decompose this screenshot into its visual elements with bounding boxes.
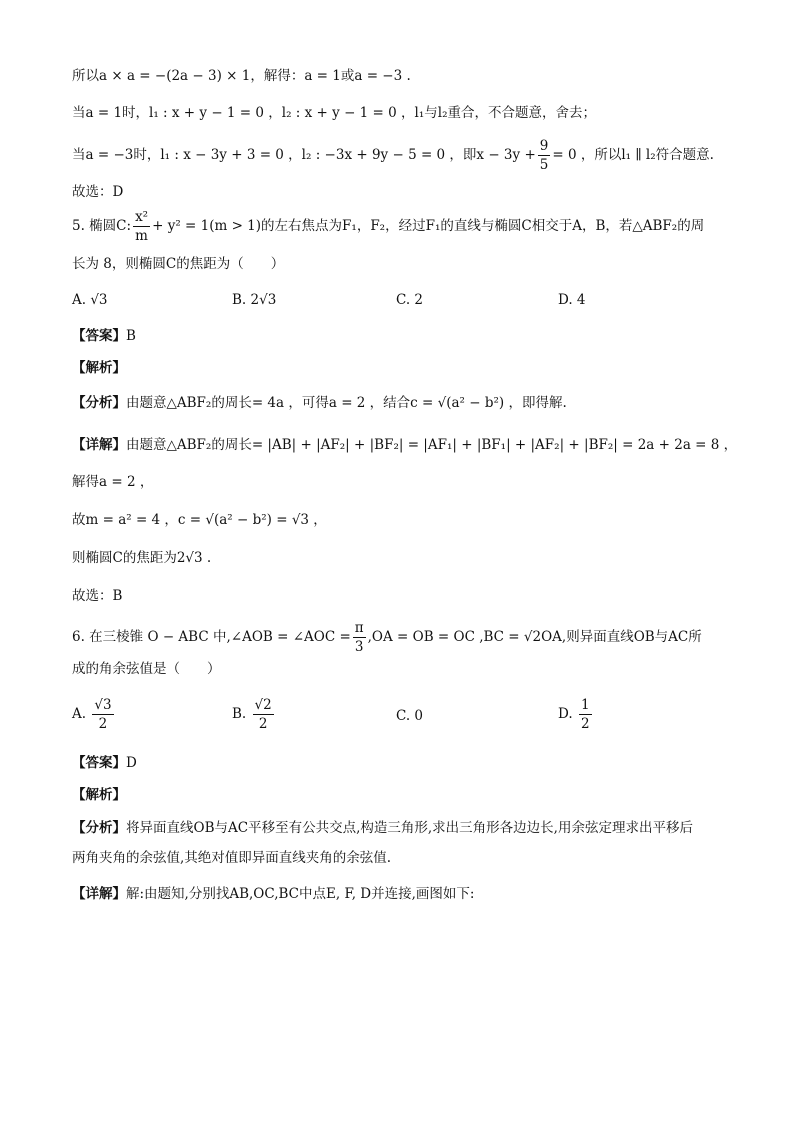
q5-xiangjie-line bbox=[72, 435, 738, 455]
q6-option-a-label: A. bbox=[72, 706, 87, 722]
fraction-numerator: 1 bbox=[580, 697, 590, 713]
q5-fenxi-text: 由题意△ABF₂的周长= 4a ，可得a = 2 ，结合c = √(a² − b²) ，即得解. bbox=[126, 395, 567, 411]
fraction-numerator: x² bbox=[135, 209, 149, 225]
fraction-numerator: √2 bbox=[254, 697, 272, 713]
fenxi-tag: 【分析】 bbox=[72, 820, 126, 836]
q5-option-c: C. 2 bbox=[396, 292, 424, 308]
q6-option-d-label: D. bbox=[558, 706, 573, 722]
prev-solution-line-3 bbox=[72, 136, 724, 174]
q6-option-d-fraction bbox=[579, 696, 592, 733]
prev-answer: 故选：D bbox=[72, 184, 124, 200]
q5-option-a: A. √3 bbox=[72, 292, 108, 308]
q6-option-a-fraction bbox=[92, 696, 113, 733]
answer-tag: 【答案】 bbox=[72, 328, 126, 344]
answer-tag: 【答案】 bbox=[72, 755, 126, 771]
q6-xiangjie-line bbox=[72, 884, 724, 904]
q6-option-b-label: B. bbox=[232, 706, 247, 722]
q6-stem-line-2: 成的角余弦值是（ ） bbox=[72, 661, 221, 677]
prev-line3-part-b: = 0 ，所以l₁ ∥ l₂符合题意. bbox=[552, 147, 714, 163]
q5-stem-part-a: 5. 椭圆C: bbox=[72, 218, 132, 234]
fraction-denominator: 2 bbox=[258, 716, 268, 732]
q6-stem-part-a: 6. 在三棱锥 O − ABC 中,∠AOB = ∠AOC = bbox=[72, 629, 351, 645]
analysis-tag: 【解析】 bbox=[72, 360, 126, 376]
q5-final-answer: 故选：B bbox=[72, 588, 123, 604]
q5-xiangjie-text: 由题意△ABF₂的周长= |AB| + |AF₂| + |BF₂| = |AF₁| + |BF₁| + |AF₂| + |BF₂| = 2a + 2a = 8 ， bbox=[126, 437, 738, 453]
q5-stem-line-1 bbox=[72, 207, 724, 245]
fraction-denominator: 5 bbox=[539, 157, 549, 173]
xiangjie-tag: 【详解】 bbox=[72, 437, 126, 453]
q6-analysis-title bbox=[72, 785, 724, 805]
fenxi-tag: 【分析】 bbox=[72, 395, 126, 411]
q5-analysis-title bbox=[72, 358, 724, 378]
q5-fenxi-line bbox=[72, 393, 724, 413]
q6-answer-line bbox=[72, 753, 724, 773]
q6-option-d bbox=[558, 696, 594, 733]
q6-option-c: C. 0 bbox=[396, 708, 424, 724]
fraction-x2-over-m bbox=[133, 208, 150, 245]
q6-fenxi-line-2: 两角夹角的余弦值,其绝对值即异面直线夹角的余弦值. bbox=[72, 850, 392, 866]
q5-step-1: 解得a = 2 ， bbox=[72, 474, 154, 490]
q5-stem-line-2: 长为 8，则椭圆C的焦距为（ ） bbox=[72, 256, 285, 272]
q5-option-d: D. 4 bbox=[558, 292, 586, 308]
q6-option-b bbox=[232, 696, 276, 733]
q6-stem-line-1 bbox=[72, 618, 724, 656]
q6-xiangjie-text: 解:由题知,分别找AB,OC,BC中点E, F, D并连接,画图如下: bbox=[126, 886, 475, 902]
prev-line3-part-a: 当a = −3时，l₁ : x − 3y + 3 = 0 ，l₂ : −3x + 9y − 5 = 0 ，即x − 3y + bbox=[72, 147, 536, 163]
fraction-numerator: 9 bbox=[539, 138, 549, 154]
fraction-numerator: √3 bbox=[94, 697, 112, 713]
fraction-9-over-5 bbox=[538, 137, 551, 174]
q6-option-a bbox=[72, 696, 116, 733]
q5-answer: B bbox=[126, 328, 136, 344]
q5-step-3: 则椭圆C的焦距为2√3 . bbox=[72, 550, 212, 566]
fraction-numerator: π bbox=[354, 620, 364, 636]
fraction-denominator: 3 bbox=[354, 639, 364, 655]
q6-option-b-fraction bbox=[253, 696, 274, 733]
xiangjie-tag: 【详解】 bbox=[72, 886, 126, 902]
fraction-denominator: m bbox=[135, 228, 148, 244]
q6-fenxi-text-1: 将异面直线OB与AC平移至有公共交点,构造三角形,求出三角形各边边长,用余弦定理求出平移后 bbox=[126, 820, 693, 836]
q6-answer: D bbox=[126, 755, 137, 771]
fraction-pi-over-3 bbox=[353, 619, 366, 656]
q6-fenxi-line-1 bbox=[72, 818, 724, 838]
q6-stem-part-b: ,OA = OB = OC ,BC = √2OA,则异面直线OB与AC所 bbox=[367, 629, 702, 645]
prev-solution-line-2: 当a = 1时，l₁ : x + y − 1 = 0 ，l₂ : x + y − 1 = 0 ，l₁与l₂重合，不合题意，舍去； bbox=[72, 105, 596, 121]
q5-answer-line bbox=[72, 326, 724, 346]
q5-option-b: B. 2√3 bbox=[232, 292, 277, 308]
fraction-denominator: 2 bbox=[98, 716, 108, 732]
analysis-tag: 【解析】 bbox=[72, 787, 126, 803]
prev-solution-line-1: 所以a × a = −(2a − 3) × 1，解得：a = 1或a = −3 . bbox=[72, 68, 411, 84]
q5-step-2: 故m = a² = 4 ，c = √(a² − b²) = √3 ， bbox=[72, 512, 327, 528]
fraction-denominator: 2 bbox=[580, 716, 590, 732]
q5-stem-part-b: + y² = 1(m > 1)的左右焦点为F₁，F₂，经过F₁的直线与椭圆C相交于A，B，若△ABF₂的周 bbox=[152, 218, 705, 234]
